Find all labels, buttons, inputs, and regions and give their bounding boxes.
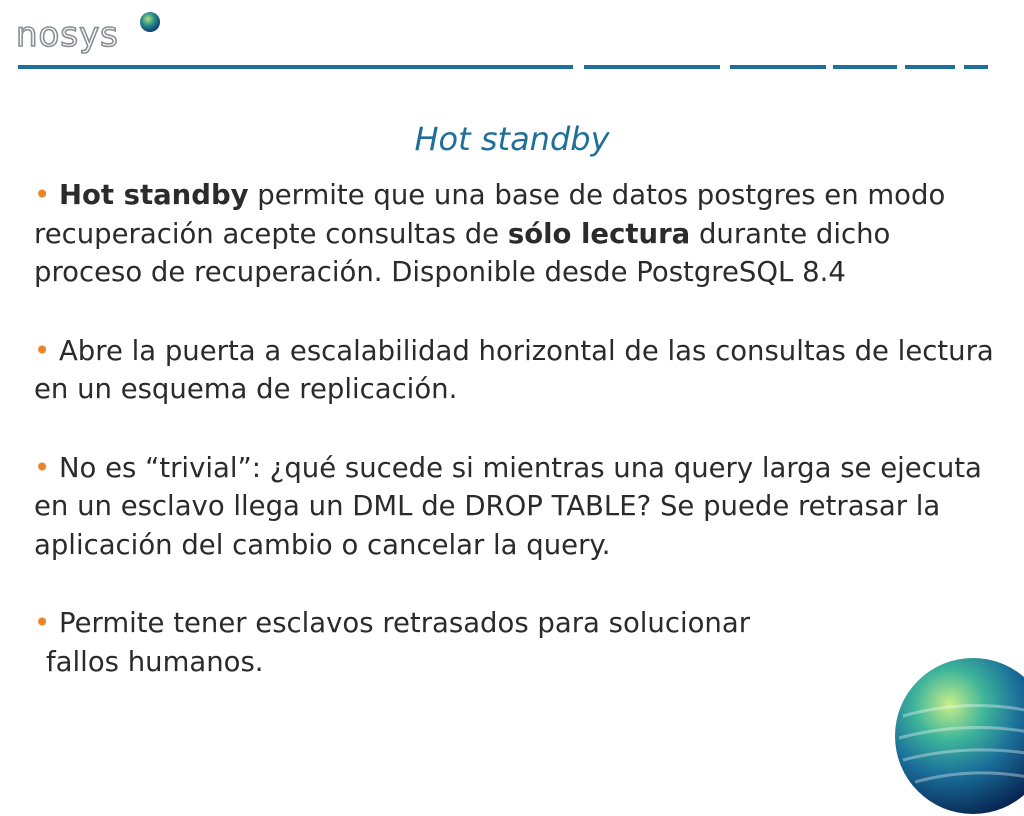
bullet-text: Abre la puerta a escalabilidad horizontal de las consultas de lectura en un esquema de replicación.	[34, 334, 994, 405]
bullet-marker: •	[34, 179, 51, 211]
bullet-text: No es “trivial”: ¿qué sucede si mientras una query larga se ejecuta en un esclavo llega un DML de DROP TABLE? Se puede retrasar la aplicación del cambio o cancelar la query.	[34, 451, 982, 561]
bold-term: Hot standby	[58, 179, 249, 211]
header-rule	[0, 64, 1024, 72]
bullet-text: fallos humanos.	[46, 645, 264, 678]
bold-term: sólo lectura	[507, 217, 691, 250]
bullet-item	[34, 604, 994, 681]
bullet-text: durante dicho proceso de recuperación. Disponible desde PostgreSQL 8.4	[34, 217, 891, 288]
bullet-text: permite que una base de datos postgres en modo recuperación acepte consultas de	[34, 179, 946, 250]
bullet-marker: •	[34, 451, 51, 484]
globe-decoration-icon	[893, 656, 1024, 816]
bullet-item	[34, 176, 994, 292]
bullet-marker: •	[34, 334, 51, 367]
bullet-item	[34, 449, 994, 565]
slide-title: Hot standby	[414, 120, 610, 158]
bullet-text: Permite tener esclavos retrasados para solucionar	[50, 607, 751, 639]
bullet-item	[34, 332, 994, 409]
logo-text: nosys	[16, 15, 119, 55]
bullet-list	[34, 176, 994, 681]
nosys-logo	[16, 10, 206, 58]
bullet-marker: •	[34, 607, 51, 639]
